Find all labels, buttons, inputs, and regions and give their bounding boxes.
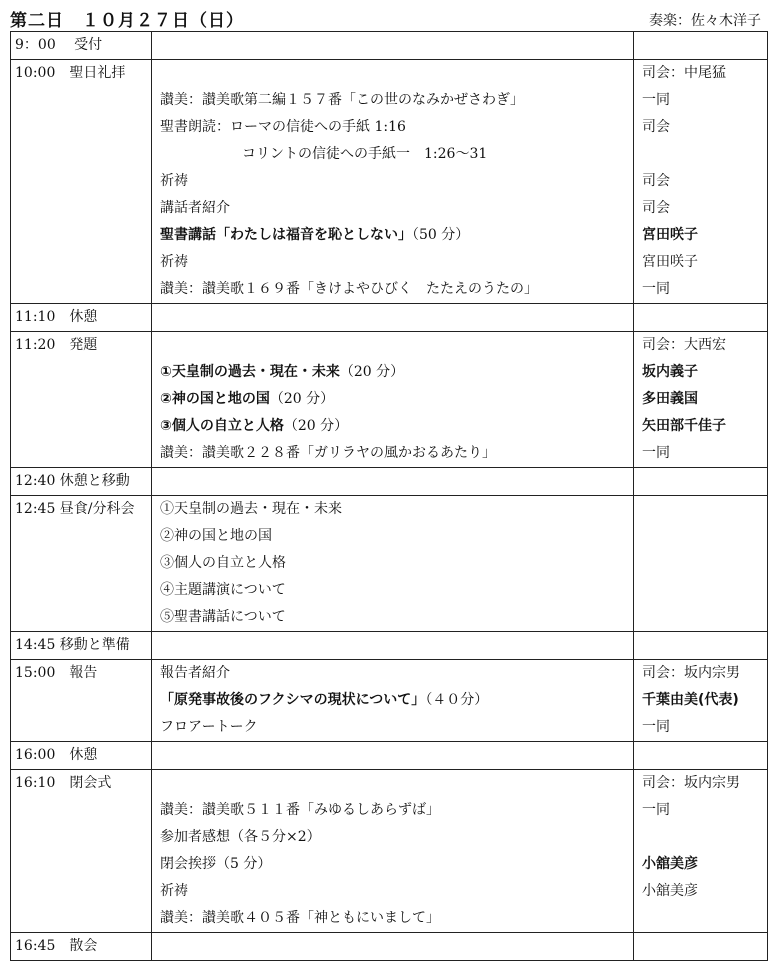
- program-text: 祈祷: [160, 883, 188, 899]
- program-line: [152, 440, 633, 467]
- program-line: [152, 550, 633, 577]
- program-text: 讃美：讃美歌１６９番「きけよやひびく たたえのうたの」: [160, 281, 538, 297]
- role-cell: [634, 304, 768, 332]
- schedule-row: [11, 632, 768, 660]
- role-line: 矢田部千佳子: [642, 418, 726, 434]
- schedule-table: [10, 31, 768, 961]
- time-label: 16:45 散会: [15, 938, 98, 954]
- role-line: 一同: [642, 92, 670, 108]
- program-text: ③個人の自立と人格: [160, 555, 286, 571]
- time-cell: [11, 468, 152, 496]
- schedule-row: [11, 770, 768, 933]
- role-line: 千葉由美(代表): [642, 692, 739, 708]
- role-line: [634, 905, 767, 932]
- program-duration: （50 分）: [412, 227, 470, 243]
- time-cell: [11, 32, 152, 60]
- time-cell: [11, 304, 152, 332]
- program-line: [152, 851, 633, 878]
- role-cell: [634, 770, 768, 933]
- organist-credit: 奏楽：佐々木洋子: [649, 13, 761, 29]
- program-text: 聖書朗読：ローマの信徒への手紙 1:16: [160, 119, 406, 135]
- role-cell: [634, 660, 768, 742]
- schedule-row: [11, 742, 768, 770]
- time-cell: [11, 496, 152, 632]
- program-cell: [152, 304, 634, 332]
- program-line: [152, 87, 633, 114]
- role-line: 一同: [642, 719, 670, 735]
- time-label: 14:45 移動と準備: [15, 637, 130, 653]
- program-text: 祈祷: [160, 173, 188, 189]
- program-text: 聖書講話「わたしは福音を恥としない」: [160, 227, 412, 243]
- role-cell: [634, 32, 768, 60]
- schedule-row: [11, 32, 768, 60]
- schedule-row: [11, 332, 768, 468]
- role-line: 司会：大西宏: [642, 337, 726, 353]
- role-line: 宮田咲子: [642, 227, 698, 243]
- program-line: [152, 660, 633, 687]
- program-line: [152, 687, 633, 714]
- program-text: 祈祷: [160, 254, 188, 270]
- program-cell: [152, 632, 634, 660]
- role-line: 宮田咲子: [642, 254, 698, 270]
- schedule-row: [11, 60, 768, 304]
- schedule-row: [11, 660, 768, 742]
- time-label: 11:20 発題: [15, 337, 98, 353]
- program-line: [152, 770, 633, 797]
- program-line: [152, 249, 633, 276]
- program-line: [152, 359, 633, 386]
- program-cell: [152, 496, 634, 632]
- time-cell: [11, 770, 152, 933]
- program-cell: [152, 468, 634, 496]
- program-line: [152, 905, 633, 932]
- schedule-row: [11, 496, 768, 632]
- program-line: [152, 878, 633, 905]
- schedule-row: [11, 468, 768, 496]
- role-cell: [634, 60, 768, 304]
- time-label: 10:00 聖日礼拝: [15, 65, 126, 81]
- program-line: [152, 276, 633, 303]
- role-line: 司会: [642, 173, 670, 189]
- program-text: コリントの信徒への手紙一 1:26～31: [242, 146, 488, 162]
- role-line: [634, 141, 767, 168]
- role-cell: [634, 632, 768, 660]
- program-text: ①天皇制の過去・現在・未来: [160, 364, 340, 380]
- role-line: 司会：中尾猛: [642, 65, 726, 81]
- schedule-row: [11, 933, 768, 961]
- time-label: 12:45 昼食/分科会: [15, 501, 135, 517]
- program-line: [152, 60, 633, 87]
- time-label: 15:00 報告: [15, 665, 98, 681]
- program-cell: [152, 742, 634, 770]
- time-cell: [11, 933, 152, 961]
- program-line: [152, 797, 633, 824]
- role-line: 小舘美彦: [642, 856, 698, 872]
- program-text: 報告者紹介: [160, 665, 230, 681]
- time-cell: [11, 632, 152, 660]
- program-line: [152, 168, 633, 195]
- program-cell: [152, 770, 634, 933]
- schedule-header: [10, 6, 765, 32]
- role-line: 司会：坂内宗男: [642, 665, 740, 681]
- program-line: [152, 496, 633, 523]
- role-line: 司会: [642, 119, 670, 135]
- program-text: 讃美：讃美歌第二編１５７番「この世のなみかぜさわぎ」: [160, 92, 524, 108]
- schedule-row: [11, 304, 768, 332]
- time-label: 16:00 休憩: [15, 747, 98, 763]
- program-line: [152, 114, 633, 141]
- time-label: 9：00 受付: [15, 37, 103, 53]
- program-line: [152, 141, 633, 168]
- role-line: 司会: [642, 200, 670, 216]
- role-line: 一同: [642, 802, 670, 818]
- program-duration: （20 分）: [283, 418, 349, 434]
- program-cell: [152, 332, 634, 468]
- program-text: ①天皇制の過去・現在・未来: [160, 501, 342, 517]
- program-line: [152, 824, 633, 851]
- program-text: ②神の国と地の国: [160, 391, 270, 407]
- time-cell: [11, 660, 152, 742]
- program-text: ⑤聖書講話について: [160, 609, 286, 625]
- day-title: 第二日 １０月２７日（日）: [10, 11, 244, 31]
- role-line: 多田義国: [642, 391, 698, 407]
- schedule-body: [11, 32, 768, 961]
- role-line: [634, 824, 767, 851]
- program-text: ③個人の自立と人格: [160, 418, 284, 434]
- program-text: 閉会挨拶（5 分）: [160, 856, 272, 872]
- program-line: [152, 222, 633, 249]
- time-cell: [11, 332, 152, 468]
- program-line: [152, 195, 633, 222]
- program-text: ④主題講演について: [160, 582, 286, 598]
- time-label: 12:40 休憩と移動: [15, 473, 130, 489]
- role-line: 司会：坂内宗男: [642, 775, 740, 791]
- program-cell: [152, 660, 634, 742]
- program-text: 讃美：讃美歌５１１番「みゆるしあらずば」: [160, 802, 440, 818]
- program-text: ②神の国と地の国: [160, 528, 272, 544]
- role-line: 坂内義子: [642, 364, 698, 380]
- role-line: 一同: [642, 281, 670, 297]
- time-cell: [11, 60, 152, 304]
- program-line: [152, 413, 633, 440]
- program-cell: [152, 60, 634, 304]
- program-line: [152, 386, 633, 413]
- role-cell: [634, 933, 768, 961]
- program-text: 参加者感想（各５分×2）: [160, 829, 321, 845]
- program-cell: [152, 32, 634, 60]
- role-line: 一同: [642, 445, 670, 461]
- program-duration: （20 分）: [269, 391, 335, 407]
- program-line: [152, 332, 633, 359]
- role-cell: [634, 496, 768, 632]
- time-cell: [11, 742, 152, 770]
- role-cell: [634, 742, 768, 770]
- program-line: [152, 604, 633, 631]
- time-label: 16:10 閉会式: [15, 775, 112, 791]
- program-line: [152, 523, 633, 550]
- program-duration: （４０分）: [425, 692, 489, 708]
- program-text: 讃美：讃美歌４０５番「神ともにいまして」: [160, 910, 440, 926]
- time-label: 11:10 休憩: [15, 309, 98, 325]
- role-cell: [634, 468, 768, 496]
- program-text: 「原発事故後のフクシマの現状について」: [160, 692, 426, 708]
- program-text: フロアートーク: [160, 719, 258, 735]
- program-text: 讃美：讃美歌２２８番「ガリラヤの風かおるあたり」: [160, 445, 496, 461]
- role-cell: [634, 332, 768, 468]
- program-text: 講話者紹介: [160, 200, 230, 216]
- role-line: 小舘美彦: [642, 883, 698, 899]
- program-line: [152, 577, 633, 604]
- program-line: [152, 714, 633, 741]
- program-duration: （20 分）: [339, 364, 405, 380]
- program-cell: [152, 933, 634, 961]
